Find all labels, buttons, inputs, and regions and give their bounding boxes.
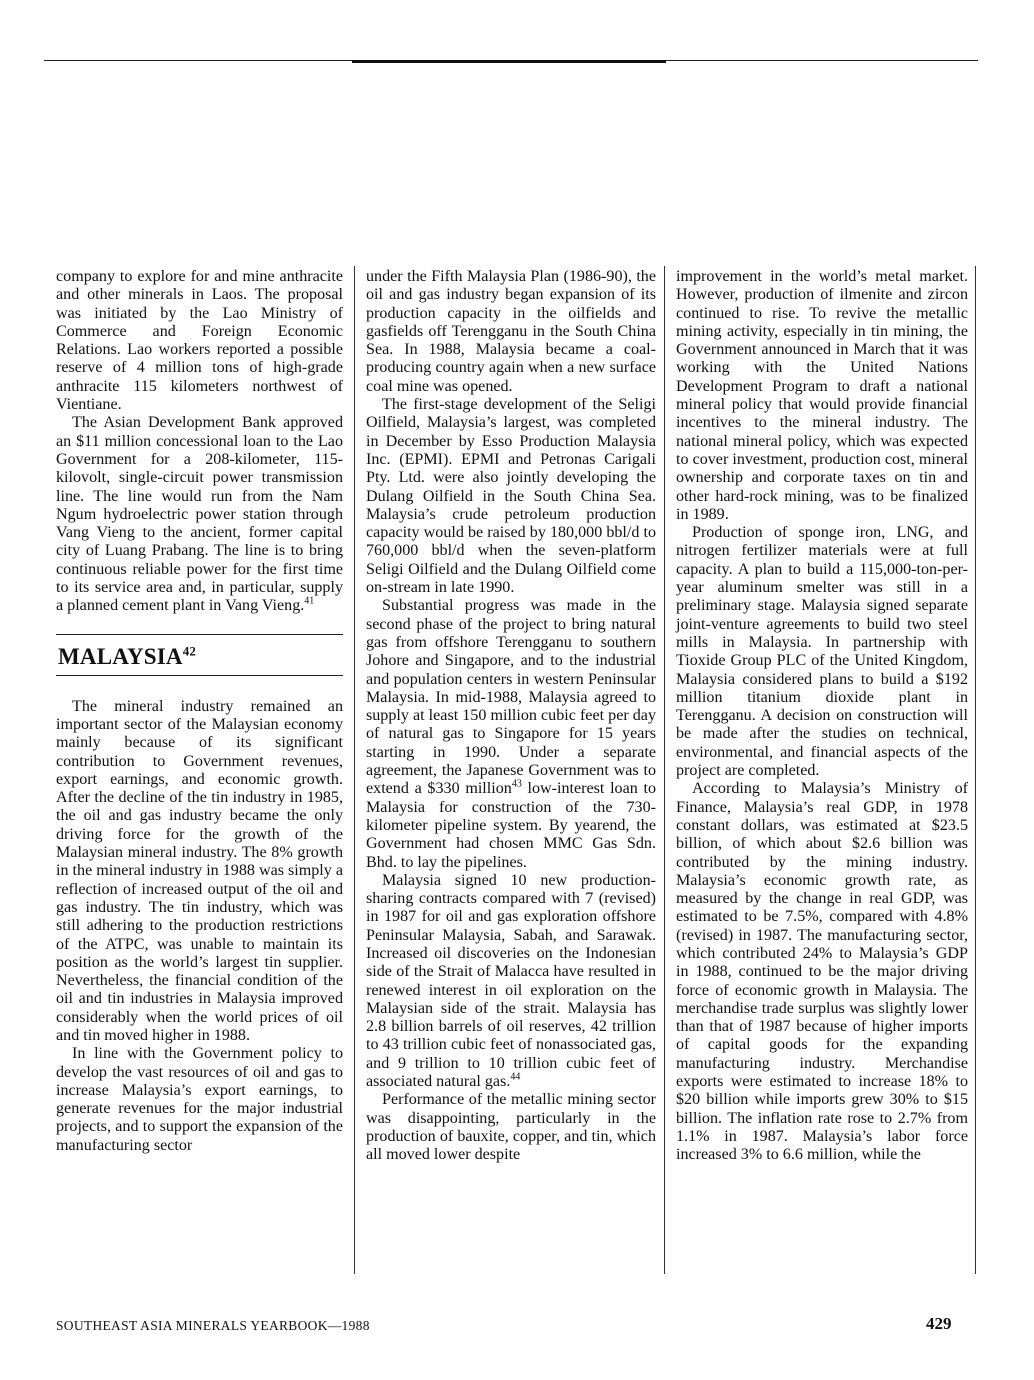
footnote-ref: 41 [304, 595, 315, 607]
text-column-2 [366, 268, 656, 1165]
footnote-ref: 43 [511, 778, 522, 790]
paragraph-text: Malaysia signed 10 new production-sharing contracts compared with 7 (revised) in 1987 for oil and gas exploration offshore Peninsular Malaysia, Sabah, and Sarawak. Increased oil discoveries on the Indonesian side of the Strait of Malacca have resulted in renewed interest in oil exploration on the Malaysian side of the strait. Malaysia has 2.8 billion barrels of oil reserves, 42 trillion to 43 trillion cubic feet of nonassociated gas, and 9 trillion to 10 trillion cubic feet of associated natural gas. [366, 871, 656, 1091]
paragraph: The first-stage development of the Seligi Oilfield, Malaysia’s largest, was completed in December by Esso Production Malaysia Inc. (EPMI). EPMI and Petronas Carigali Pty. Ltd. were also jointly developing the Dulang Oilfield in the South China Sea. Malaysia’s crude petroleum production capacity would be raised by 180,000 bbl/d to 760,000 bbl/d when the seven-platform Seligi Oilfield and the Dulang Oilfield come on-stream in late 1990. [366, 396, 656, 597]
column-divider [664, 266, 665, 1274]
section-heading [56, 635, 343, 675]
paragraph-text: The Asian Development Bank approved an $11 million concessional loan to the Lao Government for a 208-kilometer, 115-kilovolt, single-circuit power transmission line. The line would run from the Nam Ngum hydroelectric power station through Vang Vieng to the ancient, former capital city of Luang Prabang. The line is to bring continuous reliable power for the first time to its service area and, in particular, supply a planned cement plant in Vang Vieng. [56, 414, 343, 615]
paragraph: Production of sponge iron, LNG, and nitrogen fertilizer materials were at full capacity. A plan to build a 115,000-ton-per-year aluminum smelter was still in a preliminary stage. Malaysia signed separate joint-venture agreements to build two steel mills in Malaysia. In partnership with Tioxide Group PLC of the United Kingdom, Malaysia considered plans to build a $192 million titanium dioxide plant in Terengganu. A decision on construction will be made after the studies on technical, environmental, and financial aspects of the project are completed. [676, 524, 968, 780]
paragraph-text: Substantial progress was made in the second phase of the project to bring natural gas from offshore Terengganu to southern Johore and Singapore, and to the industrial and population centers in western Peninsular Malaysia. In mid-1988, Malaysia agreed to supply at least 150 million cubic feet per day of natural gas to Singapore for 15 years starting in 1990. Under a separate agreement, the Japanese Government was to extend a $330 million [366, 597, 656, 798]
paragraph: According to Malaysia’s Ministry of Finance, Malaysia’s real GDP, in 1978 constant dollars, was estimated at $23.5 billion, of which about $2.6 billion was contributed by the mining industry. Malaysia’s economic growth rate, as measured by the change in real GDP, was estimated to be 7.5%, compared with 4.8% (revised) in 1987. The manufacturing sector, which contributed 24% to Malaysia’s GDP in 1988, continued to be the major driving force of economic growth in Malaysia. The merchandise trade surplus was slightly lower than that of 1987 because of higher imports of capital goods for the expanding manufacturing industry. Merchandise exports were estimated to increase 18% to $20 billion while imports grew 30% to $15 billion. The inflation rate rose to 2.7% from 1.1% in 1987. Malaysia’s labor force increased 3% to 6.6 million, while the [676, 780, 968, 1164]
section-header [56, 634, 343, 676]
paragraph [56, 414, 343, 615]
paragraph: Performance of the metallic mining sector was disappointing, particularly in the production of bauxite, copper, and tin, which all moved lower despite [366, 1091, 656, 1164]
paragraph [366, 872, 656, 1092]
text-column-1 [56, 268, 343, 1155]
column-divider [975, 266, 976, 1274]
paragraph: under the Fifth Malaysia Plan (1986-90), the oil and gas industry began expansion of its production capacity in the oilfields and gasfields off Terengganu in the South China Sea. In 1988, Malaysia became a coal-producing country again when a new surface coal mine was opened. [366, 268, 656, 395]
footnote-ref: 44 [510, 1071, 521, 1083]
page-number: 429 [926, 1314, 952, 1333]
running-footer: SOUTHEAST ASIA MINERALS YEARBOOK—1988 [56, 1318, 370, 1333]
footnote-ref: 42 [182, 642, 197, 658]
text-column-3 [676, 268, 968, 1165]
paragraph: company to explore for and mine anthracite and other minerals in Laos. The proposal was initiated by the Lao Ministry of Commerce and Foreign Economic Relations. Lao workers reported a possible reserve of 4 million tons of high-grade anthracite 115 kilometers northwest of Vientiane. [56, 268, 343, 414]
paragraph-text: low-interest loan to Malaysia for construction of the 730-kilometer pipeline system. By yearend, the Government had chosen MMC Gas Sdn. Bhd. to lay the pipelines. [366, 780, 656, 871]
paragraph: The mineral industry remained an important sector of the Malaysian economy mainly because of its significant contribution to Government revenues, export earnings, and economic growth. After the decline of the tin industry in 1985, the oil and gas industry became the only driving force for the growth of the Malaysian mineral industry. The 8% growth in the mineral industry in 1988 was simply a reflection of increased output of the oil and gas industry. The tin industry, which was still adhering to the production restrictions of the ATPC, was unable to maintain its position as the world’s largest tin supplier. Nevertheless, the financial condition of the oil and tin industries in Malaysia improved considerably when the world prices of oil and tin moved higher in 1988. [56, 697, 343, 1044]
paragraph: In line with the Government policy to develop the vast resources of oil and gas to increase Malaysia’s export earnings, to generate revenues for the major industrial projects, and to support the expansion of the manufacturing sector [56, 1045, 343, 1154]
section-heading-text: MALAYSIA [58, 643, 183, 669]
paragraph: improvement in the world’s metal market. However, production of ilmenite and zircon continued to rise. To revive the metallic mining activity, especially in tin mining, the Government announced in March that it was working with the United Nations Development Program to draft a national mineral policy that would provide financial incentives to the mineral industry. The national mineral policy, which was expected to cover investment, production cost, mineral ownership and corporate taxes on tin and other hard-rock mining, was to be finalized in 1989. [676, 268, 968, 523]
paragraph [366, 597, 656, 871]
top-rule-accent [352, 60, 666, 63]
section-rule [56, 675, 343, 676]
column-divider [354, 266, 355, 1274]
